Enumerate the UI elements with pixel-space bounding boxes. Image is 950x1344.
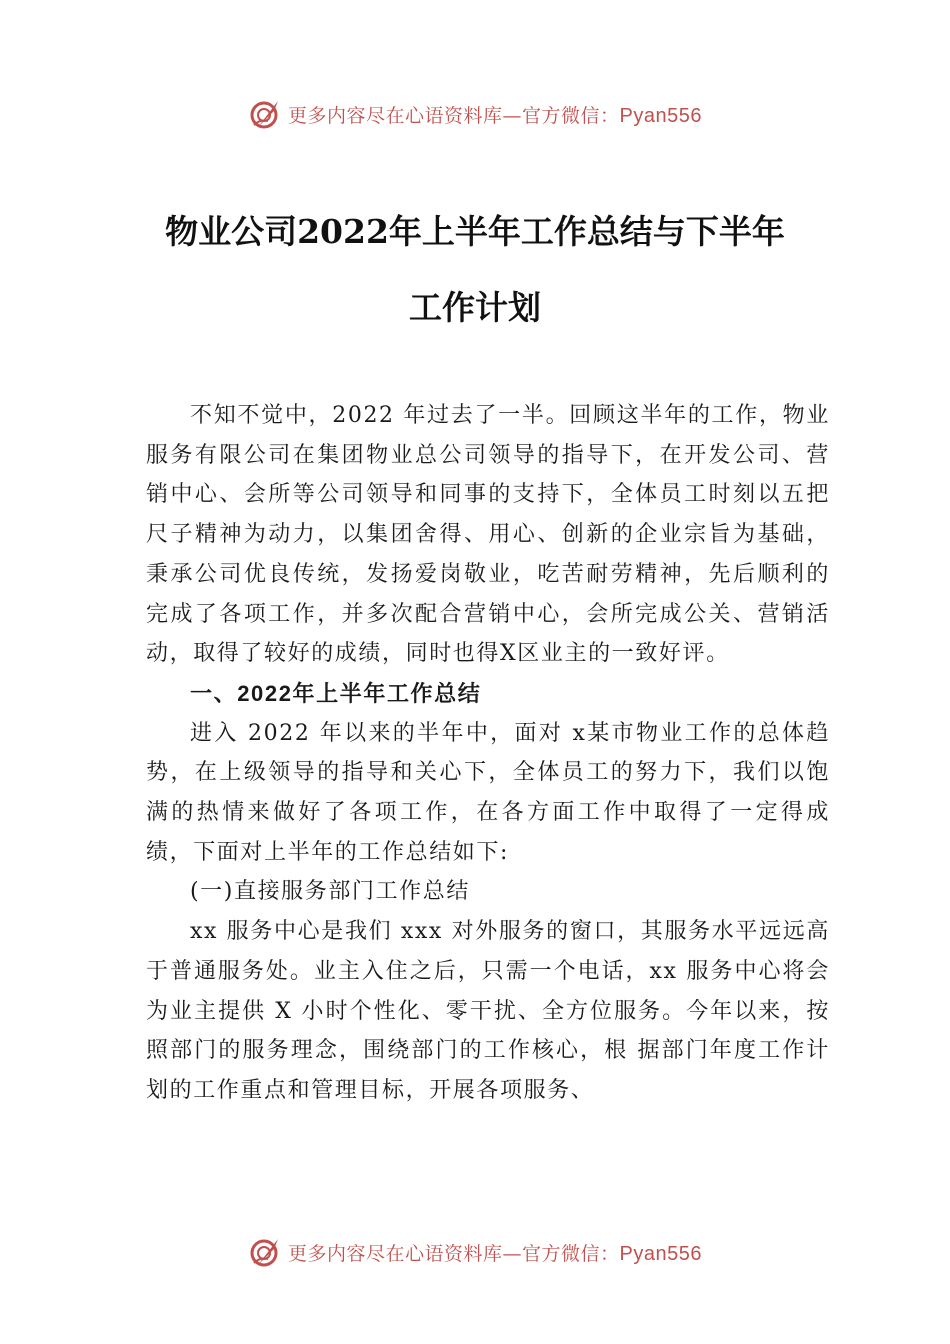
quill-seal-icon	[248, 1235, 282, 1269]
subsection-heading-1: (一)直接服务部门工作总结	[190, 879, 470, 905]
banner-text: 更多内容尽在心语资料库—官方微信：Pyan556	[288, 104, 702, 127]
wechat-id: Pyan556	[619, 1242, 702, 1265]
header-banner	[0, 94, 950, 134]
document-body	[146, 396, 830, 1111]
document-title-line-2: 工作计划	[409, 288, 541, 327]
footer-banner	[0, 1232, 950, 1272]
paragraph-intro: 不知不觉中，2022 年过去了一半。回顾这半年的工作，物业服务有限公司在集团物业总公司领导的指导下，在开发公司、营销中心、会所等公司领导和同事的支持下，全体员工时刻以五把尺子精神为动力，以集团舍得、用心、创新的企业宗旨为基础，秉承公司优良传统，发扬爱岗敬业，吃苦耐劳精神，先后顺利的完成了各项工作，并多次配合营销中心，会所完成公关、营销活动，取得了较好的成绩，同时也得X区业主的一致好评。	[146, 403, 830, 667]
document-title-line-1: 物业公司2022年上半年工作总结与下半年	[165, 212, 785, 251]
section-heading-1: 一、2022年上半年工作总结	[190, 680, 482, 706]
paragraph-service-center: xx 服务中心是我们 xxx 对外服务的窗口，其服务水平远远高于普通服务处。业主入住之后，只需一个电话，xx 服务中心将会为业主提供 X 小时个性化、零干扰、全方位服务。今年以来，按照部门的服务理念，围绕部门的工作核心，根 据部门年度工作计划的工作重点和管理目标，开展各项服务、	[146, 919, 830, 1103]
quill-seal-icon	[248, 97, 282, 131]
banner-text: 更多内容尽在心语资料库—官方微信：Pyan556	[288, 1242, 702, 1265]
paragraph-overview: 进入 2022 年以来的半年中，面对 x某市物业工作的总体趋势，在上级领导的指导和关心下，全体员工的努力下，我们以饱满的热情来做好了各项工作，在各方面工作中取得了一定得成绩，下面对上半年的工作总结如下:	[146, 720, 830, 865]
wechat-id: Pyan556	[619, 104, 702, 127]
